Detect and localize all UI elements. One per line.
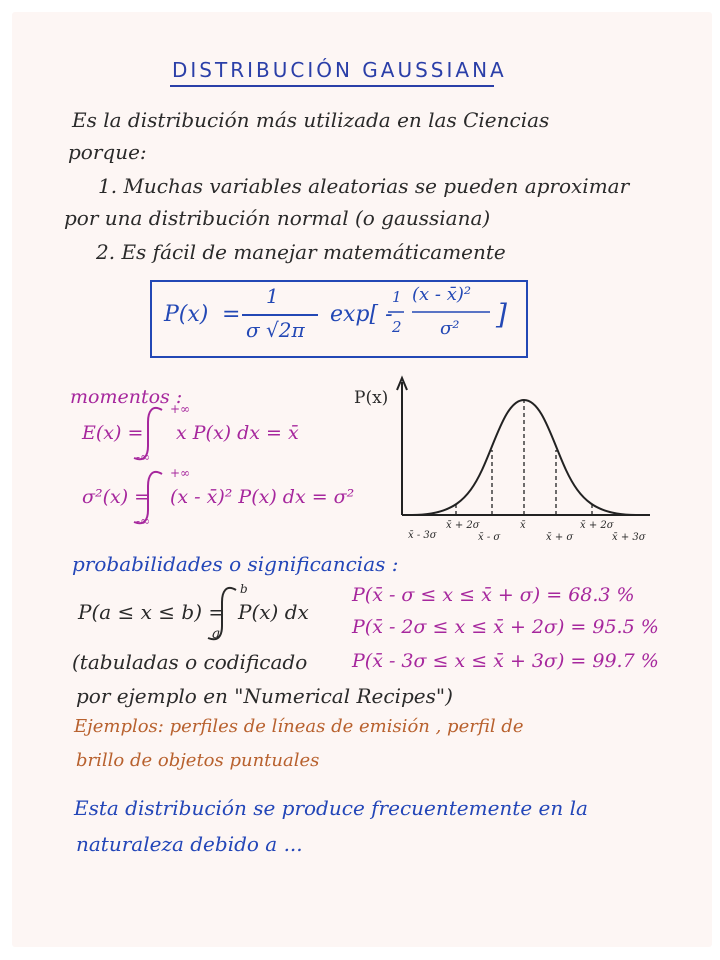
intro-line-2: porque: [68,140,147,164]
formula-equals: = [222,302,241,327]
integral-sign-variance [134,472,162,523]
formula-half-num: 1 [392,288,402,306]
probabilities-heading: probabilidades o significancias : [72,552,399,576]
moment-mean-upper-limit: +∞ [170,402,191,416]
moment-mean-integrand: x P(x) dx = x̄ [176,422,299,444]
probability-interval-lhs: P(a ≤ x ≤ b) = [78,600,226,624]
probability-lower-limit: a [212,626,221,642]
probability-2-sigma: P(x̄ - 2σ ≤ x ≤ x̄ + 2σ) = 95.5 % [352,616,659,638]
tabulated-note-line-2: por ejemplo en "Numerical Recipes") [76,684,453,708]
examples-line-1: Ejemplos: perfiles de líneas de emisión , perfil de [74,716,524,737]
probability-upper-limit: b [240,582,248,596]
formula-exp: exp[ - [330,302,393,327]
moment-mean-lower-limit: -∞ [136,450,151,464]
moment-variance-integrand: (x - x̄)² P(x) dx = σ² [170,486,355,508]
formula-numerator: 1 [266,284,279,308]
intro-line-1: Es la distribución más utilizada en las Ciencias [72,108,550,132]
graph-tick-mean-minus-sigma: x̄ - σ [478,532,501,543]
page-title: DISTRIBUCIÓN GAUSSIANA [172,58,507,82]
closing-line-2: naturaleza debido a ... [76,832,303,856]
integral-sign-mean [134,408,162,459]
moment-mean-lhs: E(x) = [82,422,144,444]
graph-tick-mean-plus-3sigma: x̄ + 3σ [612,532,646,543]
intro-item-1a: 1. Muchas variables aleatorias se pueden aproximar [98,174,630,198]
moment-variance-upper-limit: +∞ [170,466,191,480]
intro-item-1b: por una distribución normal (o gaussiana) [64,206,491,230]
formula-half-den: 2 [392,318,402,336]
moment-variance-lhs: σ²(x) = [82,486,151,508]
probability-3-sigma: P(x̄ - 3σ ≤ x ≤ x̄ + 3σ) = 99.7 % [352,650,659,672]
probability-interval-integrand: P(x) dx [238,600,309,624]
moments-heading: momentos : [70,386,183,408]
formula-frac-num: (x - x̄)² [412,284,472,305]
formula-denominator: σ √2π [246,318,305,342]
formula-frac-den: σ² [440,318,460,339]
graph-tick-mean: x̄ [520,520,526,531]
intro-item-2: 2. Es fácil de manejar matemáticamente [96,240,506,264]
examples-line-2: brillo de objetos puntuales [76,750,320,771]
probability-1-sigma: P(x̄ - σ ≤ x ≤ x̄ + σ) = 68.3 % [352,584,635,606]
graph-tick-mean-plus-sigma: x̄ + σ [546,532,574,543]
graph-y-label: P(x) [354,388,389,408]
graph-tick-mean-plus-2sigma: x̄ + 2σ [580,520,614,531]
formula-close-bracket: ] [496,298,507,331]
graph-tick-mean-minus-3sigma: x̄ - 3σ [408,530,437,541]
closing-line-1: Esta distribución se produce frecuentemente en la [74,796,588,820]
moment-variance-lower-limit: -∞ [136,514,151,528]
formula-lhs: P(x) [164,302,209,327]
graph-tick-mean-minus-2sigma: x̄ + 2σ [446,520,480,531]
tabulated-note-line-1: (tabuladas o codificado [72,650,308,674]
